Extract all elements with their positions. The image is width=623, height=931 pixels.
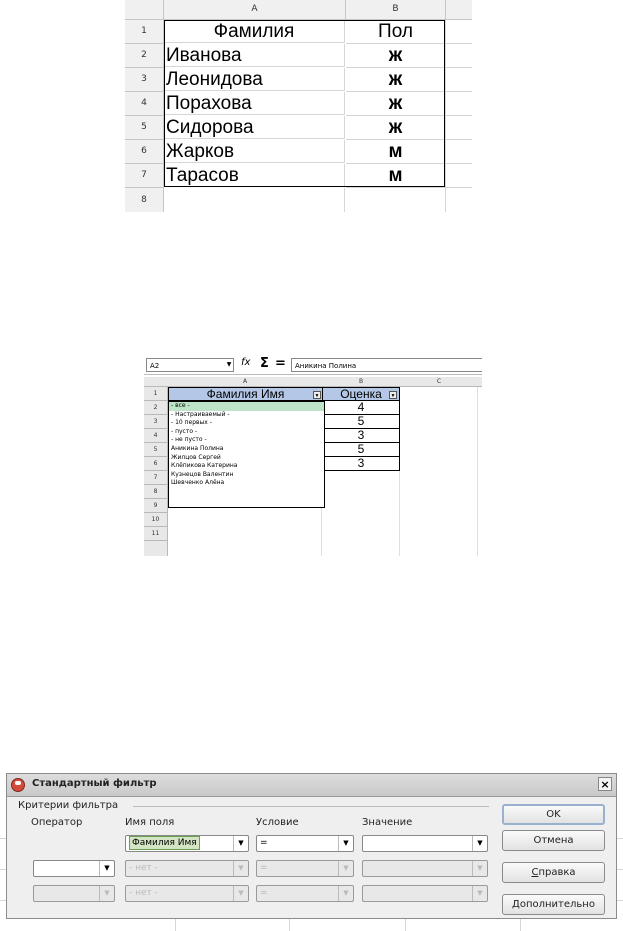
- value-combo-2[interactable]: [362, 860, 488, 877]
- condition-value-3: =: [260, 888, 268, 898]
- dialog-title: Стандартный фильтр: [32, 778, 157, 789]
- corner-cell[interactable]: [125, 0, 164, 20]
- row-header[interactable]: [144, 541, 168, 556]
- value-label: Значение: [362, 817, 413, 828]
- cell-header-gender[interactable]: Пол: [346, 20, 446, 44]
- group-divider: [133, 806, 489, 807]
- autofilter-option[interactable]: Жилцов Сергей: [171, 453, 221, 461]
- grid-line: [405, 919, 406, 931]
- dialog-titlebar[interactable]: [7, 774, 616, 797]
- condition-value-1: =: [260, 838, 268, 848]
- cell-surname[interactable]: Сидорова: [164, 116, 345, 139]
- cell[interactable]: [446, 140, 472, 164]
- field-name-value-1: Фамилия Имя: [129, 836, 200, 850]
- row-header[interactable]: 4: [144, 429, 168, 443]
- row-header[interactable]: 6: [125, 140, 164, 164]
- chevron-down-icon[interactable]: ▼: [472, 861, 487, 876]
- cell[interactable]: [446, 92, 472, 116]
- row-header[interactable]: 11: [144, 527, 168, 541]
- column-header-a[interactable]: A: [164, 0, 346, 20]
- operator-select-2[interactable]: [33, 860, 115, 877]
- chevron-down-icon[interactable]: ▼: [233, 886, 248, 901]
- cell-surname[interactable]: Жарков: [164, 140, 345, 163]
- row-header[interactable]: 2: [144, 401, 168, 415]
- autofilter-button-icon[interactable]: ▼: [314, 393, 320, 399]
- cell[interactable]: [164, 188, 345, 212]
- cell[interactable]: [446, 188, 472, 212]
- sum-icon[interactable]: Σ: [260, 356, 269, 371]
- function-wizard-icon[interactable]: fx: [241, 357, 251, 368]
- column-header-a[interactable]: A: [168, 377, 323, 387]
- column-header-b[interactable]: B: [346, 0, 446, 20]
- row-header[interactable]: 3: [144, 415, 168, 429]
- header-grade-text: Оценка: [340, 387, 382, 401]
- autofilter-option[interactable]: - пусто -: [171, 427, 198, 435]
- row-header[interactable]: 4: [125, 92, 164, 116]
- condition-select-2[interactable]: [256, 860, 354, 877]
- cell-header-surname[interactable]: Фамилия: [164, 20, 345, 43]
- row-header[interactable]: 1: [144, 387, 168, 401]
- autofilter-option[interactable]: - Настраиваемый -: [171, 410, 230, 418]
- spreadsheet-2: [144, 356, 482, 556]
- chevron-down-icon[interactable]: ▼: [233, 836, 248, 851]
- row-header[interactable]: 3: [125, 68, 164, 92]
- spreadsheet-1: [125, 0, 472, 212]
- column-header-c[interactable]: C: [400, 377, 479, 387]
- chevron-down-icon[interactable]: ▼: [233, 861, 248, 876]
- cell[interactable]: [446, 20, 472, 44]
- help-button[interactable]: [502, 862, 605, 883]
- formula-icon[interactable]: =: [275, 356, 286, 371]
- chevron-down-icon[interactable]: ▼: [338, 836, 353, 851]
- chevron-down-icon[interactable]: ▼: [472, 836, 487, 851]
- condition-label: Условие: [256, 817, 299, 828]
- cell-gender[interactable]: м: [346, 140, 446, 164]
- chevron-down-icon[interactable]: ▼: [338, 861, 353, 876]
- row-header[interactable]: 8: [125, 188, 164, 212]
- autofilter-button-icon[interactable]: ▼: [390, 393, 396, 399]
- chevron-down-icon[interactable]: ▼: [99, 886, 114, 901]
- cell-gender[interactable]: ж: [346, 68, 446, 92]
- cell-header-name[interactable]: [168, 387, 323, 401]
- row-header[interactable]: 1: [125, 20, 164, 44]
- formula-bar: [144, 356, 482, 375]
- column-header-b[interactable]: B: [322, 377, 401, 387]
- chevron-down-icon[interactable]: ▼: [338, 886, 353, 901]
- cell-grade[interactable]: 4: [322, 401, 400, 415]
- cell-surname[interactable]: Иванова: [164, 44, 345, 67]
- cell[interactable]: [446, 164, 472, 188]
- grid-column-b[interactable]: [322, 471, 400, 556]
- grid-line: [289, 919, 290, 931]
- autofilter-dropdown[interactable]: [168, 401, 325, 508]
- header-name-text: Фамилия Имя: [206, 387, 285, 401]
- row-header[interactable]: 5: [144, 443, 168, 457]
- condition-select-3[interactable]: [256, 885, 354, 902]
- autofilter-option[interactable]: - не пусто -: [171, 436, 207, 444]
- chevron-down-icon[interactable]: ▼: [226, 361, 232, 368]
- field-name-value-2: - нет -: [129, 863, 158, 873]
- operator-label: Оператор: [31, 817, 83, 828]
- row-header[interactable]: 6: [144, 457, 168, 471]
- chevron-down-icon[interactable]: ▼: [472, 886, 487, 901]
- row-header[interactable]: 7: [144, 471, 168, 485]
- autofilter-option[interactable]: Клёпикова Катерина: [171, 462, 238, 470]
- field-name-select-2[interactable]: [125, 860, 249, 877]
- grid-column-a[interactable]: [168, 508, 322, 556]
- value-combo-1[interactable]: [362, 835, 488, 852]
- autofilter-option[interactable]: - 10 первых -: [171, 419, 212, 427]
- formula-input[interactable]: Аникина Полина: [291, 358, 482, 372]
- condition-select-1[interactable]: [256, 835, 354, 852]
- cell-grade[interactable]: 5: [322, 415, 400, 429]
- cell[interactable]: [446, 68, 472, 92]
- field-name-select-3[interactable]: [125, 885, 249, 902]
- cell-surname[interactable]: Тарасов: [164, 164, 345, 187]
- cell[interactable]: [346, 188, 446, 212]
- autofilter-option[interactable]: Шевченко Алёна: [171, 479, 225, 487]
- row-header[interactable]: 8: [144, 485, 168, 499]
- cell[interactable]: [446, 116, 472, 140]
- cancel-button[interactable]: Отмена: [502, 830, 605, 851]
- cell[interactable]: [446, 44, 472, 68]
- cell-gender[interactable]: м: [346, 164, 446, 188]
- grid-line: [520, 919, 521, 931]
- value-combo-3[interactable]: [362, 885, 488, 902]
- ok-button[interactable]: OK: [502, 804, 605, 825]
- app-icon: [11, 778, 25, 792]
- autofilter-option[interactable]: Кузнецов Валентин: [171, 470, 234, 478]
- field-name-value-3: - нет -: [129, 888, 158, 898]
- cell-header-grade[interactable]: [322, 387, 400, 401]
- standard-filter-dialog: [6, 773, 617, 919]
- field-name-label: Имя поля: [125, 817, 175, 828]
- condition-value-2: =: [260, 863, 268, 873]
- row-header[interactable]: 5: [125, 116, 164, 140]
- row-header[interactable]: 7: [125, 164, 164, 188]
- field-name-select-1[interactable]: [125, 835, 249, 852]
- column-header-c[interactable]: [446, 0, 472, 20]
- cell-gender[interactable]: ж: [346, 92, 446, 116]
- cell-grade[interactable]: 5: [322, 443, 400, 457]
- filter-criteria-label: Критерии фильтра: [18, 800, 119, 811]
- row-header[interactable]: 10: [144, 513, 168, 527]
- corner-cell[interactable]: [144, 377, 169, 387]
- name-box[interactable]: A2: [146, 358, 234, 372]
- cell-gender[interactable]: ж: [346, 44, 446, 68]
- row-header[interactable]: 2: [125, 44, 164, 68]
- help-button-label: правка: [538, 867, 576, 878]
- cell-surname[interactable]: Порахова: [164, 92, 345, 115]
- autofilter-option[interactable]: - все -: [169, 402, 324, 411]
- more-options-button[interactable]: Дополнительно: [502, 894, 605, 915]
- cell-grade[interactable]: 3: [322, 457, 400, 471]
- column-header-d[interactable]: [478, 377, 482, 387]
- chevron-down-icon[interactable]: ▼: [99, 861, 114, 876]
- close-icon[interactable]: ×: [598, 777, 612, 791]
- grid-line: [175, 919, 176, 931]
- cell-surname[interactable]: Леонидова: [164, 68, 345, 91]
- autofilter-option[interactable]: Аникина Полина: [171, 444, 224, 452]
- help-button-mnemonic: С: [531, 867, 539, 878]
- row-header[interactable]: 9: [144, 499, 168, 513]
- cell-grade[interactable]: 3: [322, 429, 400, 443]
- operator-select-3[interactable]: [33, 885, 115, 902]
- cell-gender[interactable]: ж: [346, 116, 446, 140]
- grid-column-c[interactable]: [400, 387, 478, 556]
